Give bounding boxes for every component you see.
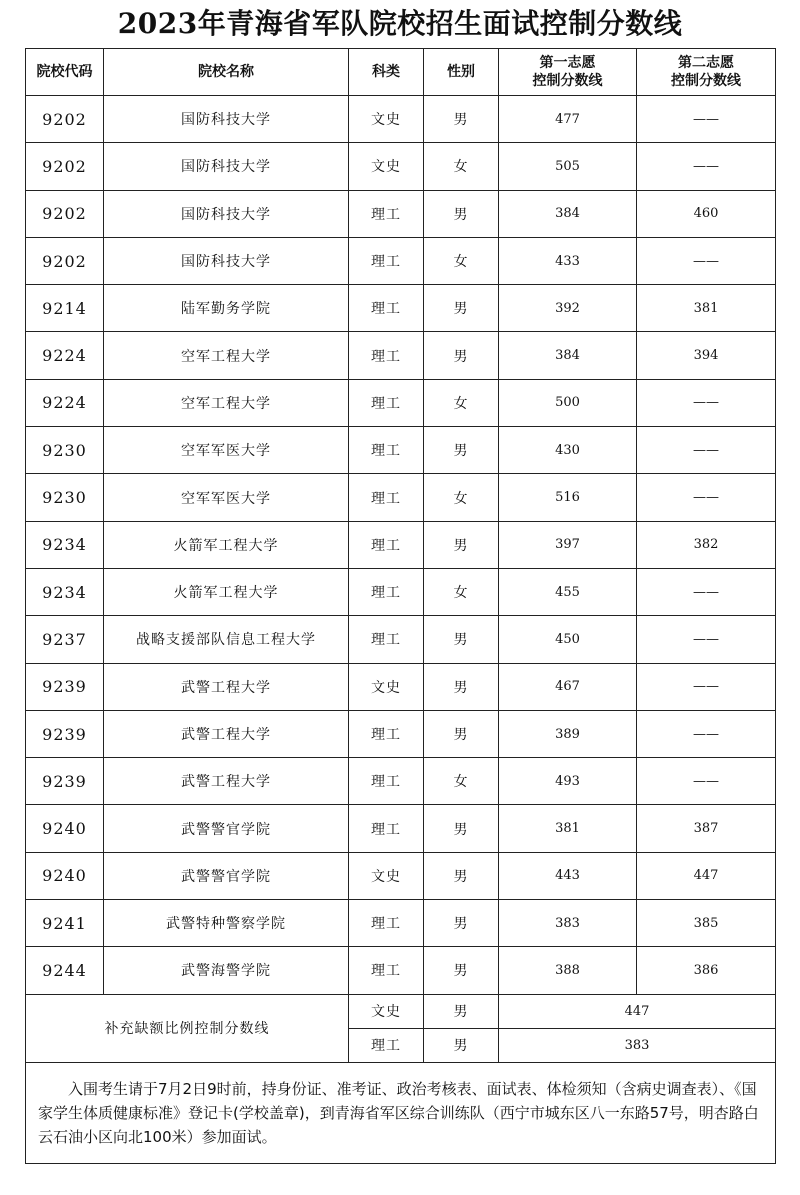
table-row bbox=[26, 474, 776, 521]
first-choice-score: 493 bbox=[499, 758, 637, 805]
second-choice-score: —— bbox=[637, 379, 776, 426]
interview-note: 入围考生请于7月2日9时前，持身份证、准考证、政治考核表、面试表、体检须知（含病史调查表）、《国家学生体质健康标准》登记卡(学校盖章)，到青海省军区综合训练队（西宁市城东区八一东路57号，明杏路白云石油小区向北100米）参加面试。 bbox=[26, 1062, 776, 1163]
supplement-label: 补充缺额比例控制分数线 bbox=[26, 994, 349, 1062]
school-code: 9240 bbox=[26, 852, 104, 899]
second-choice-score: —— bbox=[637, 96, 776, 143]
school-name: 火箭军工程大学 bbox=[104, 568, 349, 615]
category: 理工 bbox=[349, 616, 424, 663]
school-code: 9230 bbox=[26, 474, 104, 521]
school-name: 空军军医大学 bbox=[104, 427, 349, 474]
first-choice-score: 383 bbox=[499, 900, 637, 947]
second-choice-score: —— bbox=[637, 616, 776, 663]
school-code: 9230 bbox=[26, 427, 104, 474]
first-choice-score: 500 bbox=[499, 379, 637, 426]
first-choice-score: 397 bbox=[499, 521, 637, 568]
school-name: 战略支援部队信息工程大学 bbox=[104, 616, 349, 663]
supplement-gender: 男 bbox=[424, 1028, 499, 1062]
second-choice-score: 386 bbox=[637, 947, 776, 994]
school-name: 国防科技大学 bbox=[104, 96, 349, 143]
category: 理工 bbox=[349, 474, 424, 521]
gender: 男 bbox=[424, 427, 499, 474]
table-row bbox=[26, 805, 776, 852]
school-name: 武警特种警察学院 bbox=[104, 900, 349, 947]
header-category: 科类 bbox=[349, 49, 424, 96]
second-choice-score: —— bbox=[637, 237, 776, 284]
header-name: 院校名称 bbox=[104, 49, 349, 96]
second-choice-score: 387 bbox=[637, 805, 776, 852]
second-choice-score: —— bbox=[637, 758, 776, 805]
first-choice-score: 505 bbox=[499, 143, 637, 190]
table-row bbox=[26, 237, 776, 284]
gender: 女 bbox=[424, 379, 499, 426]
score-table bbox=[25, 48, 776, 1164]
header-second-line1: 第二志愿 bbox=[678, 55, 734, 71]
second-choice-score: —— bbox=[637, 663, 776, 710]
category: 理工 bbox=[349, 568, 424, 615]
first-choice-score: 433 bbox=[499, 237, 637, 284]
school-code: 9234 bbox=[26, 521, 104, 568]
gender: 男 bbox=[424, 947, 499, 994]
table-row bbox=[26, 521, 776, 568]
school-code: 9202 bbox=[26, 143, 104, 190]
first-choice-score: 516 bbox=[499, 474, 637, 521]
table-row bbox=[26, 900, 776, 947]
table-row bbox=[26, 332, 776, 379]
gender: 男 bbox=[424, 900, 499, 947]
school-name: 空军军医大学 bbox=[104, 474, 349, 521]
school-name: 武警海警学院 bbox=[104, 947, 349, 994]
header-row bbox=[26, 49, 776, 96]
second-choice-score: —— bbox=[637, 710, 776, 757]
school-code: 9239 bbox=[26, 663, 104, 710]
second-choice-score: 394 bbox=[637, 332, 776, 379]
header-first-line2: 控制分数线 bbox=[532, 73, 603, 89]
second-choice-score: 460 bbox=[637, 190, 776, 237]
header-second-choice bbox=[637, 49, 776, 96]
school-code: 9214 bbox=[26, 285, 104, 332]
second-choice-score: 381 bbox=[637, 285, 776, 332]
header-first-choice bbox=[499, 49, 637, 96]
table-row bbox=[26, 96, 776, 143]
second-choice-score: 385 bbox=[637, 900, 776, 947]
category: 理工 bbox=[349, 758, 424, 805]
header-second-line2: 控制分数线 bbox=[671, 73, 741, 89]
category: 理工 bbox=[349, 285, 424, 332]
first-choice-score: 455 bbox=[499, 568, 637, 615]
school-code: 9234 bbox=[26, 568, 104, 615]
gender: 男 bbox=[424, 96, 499, 143]
category: 理工 bbox=[349, 805, 424, 852]
school-code: 9202 bbox=[26, 237, 104, 284]
gender: 男 bbox=[424, 332, 499, 379]
table-row bbox=[26, 758, 776, 805]
second-choice-score: —— bbox=[637, 474, 776, 521]
gender: 女 bbox=[424, 474, 499, 521]
second-choice-score: 447 bbox=[637, 852, 776, 899]
second-choice-score: 382 bbox=[637, 521, 776, 568]
header-code: 院校代码 bbox=[26, 49, 104, 96]
table-row bbox=[26, 427, 776, 474]
school-name: 陆军勤务学院 bbox=[104, 285, 349, 332]
school-code: 9241 bbox=[26, 900, 104, 947]
first-choice-score: 443 bbox=[499, 852, 637, 899]
header-gender: 性别 bbox=[424, 49, 499, 96]
first-choice-score: 381 bbox=[499, 805, 637, 852]
supplement-score: 383 bbox=[499, 1028, 776, 1062]
table-row bbox=[26, 947, 776, 994]
category: 理工 bbox=[349, 237, 424, 284]
school-name: 火箭军工程大学 bbox=[104, 521, 349, 568]
table-row bbox=[26, 852, 776, 899]
supplement-category: 文史 bbox=[349, 994, 424, 1028]
header-first-line1: 第一志愿 bbox=[539, 55, 596, 71]
category: 理工 bbox=[349, 710, 424, 757]
first-choice-score: 388 bbox=[499, 947, 637, 994]
school-name: 武警警官学院 bbox=[104, 852, 349, 899]
school-name: 武警工程大学 bbox=[104, 710, 349, 757]
category: 理工 bbox=[349, 427, 424, 474]
gender: 女 bbox=[424, 237, 499, 284]
first-choice-score: 392 bbox=[499, 285, 637, 332]
first-choice-score: 430 bbox=[499, 427, 637, 474]
gender: 男 bbox=[424, 852, 499, 899]
school-code: 9202 bbox=[26, 96, 104, 143]
school-code: 9224 bbox=[26, 379, 104, 426]
page-title: 2023年青海省军队院校招生面试控制分数线 bbox=[117, 7, 683, 40]
category: 理工 bbox=[349, 379, 424, 426]
gender: 男 bbox=[424, 285, 499, 332]
second-choice-score: —— bbox=[637, 143, 776, 190]
school-code: 9237 bbox=[26, 616, 104, 663]
gender: 男 bbox=[424, 805, 499, 852]
category: 理工 bbox=[349, 521, 424, 568]
table-row bbox=[26, 568, 776, 615]
school-name: 国防科技大学 bbox=[104, 237, 349, 284]
supplement-row bbox=[26, 994, 776, 1028]
category: 文史 bbox=[349, 96, 424, 143]
school-name: 空军工程大学 bbox=[104, 379, 349, 426]
table-row bbox=[26, 379, 776, 426]
school-code: 9244 bbox=[26, 947, 104, 994]
category: 文史 bbox=[349, 143, 424, 190]
school-name: 空军工程大学 bbox=[104, 332, 349, 379]
gender: 男 bbox=[424, 710, 499, 757]
school-name: 国防科技大学 bbox=[104, 143, 349, 190]
first-choice-score: 384 bbox=[499, 190, 637, 237]
gender: 女 bbox=[424, 143, 499, 190]
school-name: 国防科技大学 bbox=[104, 190, 349, 237]
table-row bbox=[26, 143, 776, 190]
table-row bbox=[26, 710, 776, 757]
category: 理工 bbox=[349, 332, 424, 379]
supplement-score: 447 bbox=[499, 994, 776, 1028]
first-choice-score: 477 bbox=[499, 96, 637, 143]
second-choice-score: —— bbox=[637, 568, 776, 615]
school-name: 武警警官学院 bbox=[104, 805, 349, 852]
category: 理工 bbox=[349, 947, 424, 994]
school-code: 9202 bbox=[26, 190, 104, 237]
gender: 男 bbox=[424, 521, 499, 568]
school-code: 9239 bbox=[26, 758, 104, 805]
first-choice-score: 467 bbox=[499, 663, 637, 710]
first-choice-score: 450 bbox=[499, 616, 637, 663]
school-name: 武警工程大学 bbox=[104, 663, 349, 710]
category: 文史 bbox=[349, 852, 424, 899]
first-choice-score: 389 bbox=[499, 710, 637, 757]
school-code: 9224 bbox=[26, 332, 104, 379]
supplement-gender: 男 bbox=[424, 994, 499, 1028]
note-row bbox=[26, 1062, 776, 1163]
category: 文史 bbox=[349, 663, 424, 710]
supplement-category: 理工 bbox=[349, 1028, 424, 1062]
school-name: 武警工程大学 bbox=[104, 758, 349, 805]
table-row bbox=[26, 190, 776, 237]
table-row bbox=[26, 616, 776, 663]
school-code: 9239 bbox=[26, 710, 104, 757]
second-choice-score: —— bbox=[637, 427, 776, 474]
category: 理工 bbox=[349, 900, 424, 947]
gender: 男 bbox=[424, 190, 499, 237]
gender: 男 bbox=[424, 616, 499, 663]
category: 理工 bbox=[349, 190, 424, 237]
table-row bbox=[26, 285, 776, 332]
table-row bbox=[26, 663, 776, 710]
gender: 男 bbox=[424, 663, 499, 710]
school-code: 9240 bbox=[26, 805, 104, 852]
gender: 女 bbox=[424, 758, 499, 805]
gender: 女 bbox=[424, 568, 499, 615]
first-choice-score: 384 bbox=[499, 332, 637, 379]
